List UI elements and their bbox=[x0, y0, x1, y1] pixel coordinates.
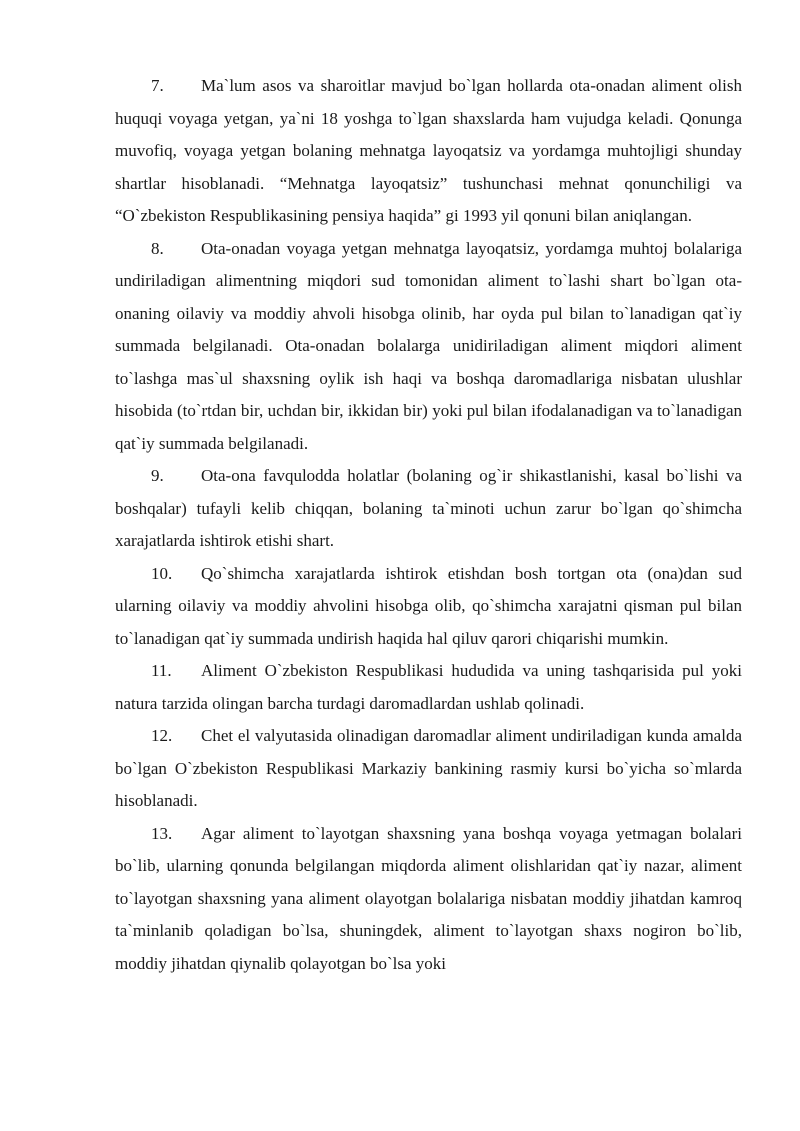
paragraph-12 bbox=[115, 720, 742, 818]
paragraph-13 bbox=[115, 818, 742, 981]
paragraph-text: Ota-ona favqulodda holatlar (bolaning og`ir shikastlanishi, kasal bo`lishi va boshqalar) tufayli kelib chiqqan, bolaning ta`minoti uchun zarur bo`lgan qo`shimcha xarajatlarda ishtirok etishi shart. bbox=[115, 466, 742, 550]
paragraph-number: 12. bbox=[151, 726, 173, 745]
paragraph-11 bbox=[115, 655, 742, 720]
paragraph-8 bbox=[115, 233, 742, 461]
paragraph-7 bbox=[115, 70, 742, 233]
paragraph-text: Ota-onadan voyaga yetgan mehnatga layoqatsiz, yordamga muhtoj bolalariga undiriladigan alimentning miqdori sud tomonidan aliment to`lashi shart bo`lgan ota-onaning oilaviy va moddiy ahvoli hisobga olinib, har oyda pul bilan to`lanadigan qat`iy summada belgilanadi. Ota-onadan bolalarga unidiriladigan aliment miqdori aliment to`lashga mas`ul shaxsning oylik ish haqi va boshqa daromadlariga nisbatan ulushlar hisobida (to`rtdan bir, uchdan bir, ikkidan bir) yoki pul bilan ifodalanadigan va to`lanadigan qat`iy summada belgilanadi. bbox=[115, 238, 742, 453]
paragraph-text: Agar aliment to`layotgan shaxsning yana boshqa voyaga yetmagan bolalari bo`lib, ularning qonunda belgilangan miqdorda aliment olishlaridan qat`iy nazar, aliment to`layotgan shaxsning yana aliment olayotgan bolalariga nisbatan moddiy jihatdan kamroq ta`minlanib qoladigan bo`lsa, shuningdek, aliment to`layotgan shaxs nogiron bo`lib, moddiy jihatdan qiynalib qolayotgan bo`lsa yoki bbox=[115, 823, 742, 973]
paragraph-9 bbox=[115, 460, 742, 558]
paragraph-text: Chet el valyutasida olinadigan daromadlar aliment undiriladigan kunda amalda bo`lgan O`zbekiston Respublikasi Markaziy bankining rasmiy kursi bo`yicha so`mlarda hisoblanadi. bbox=[115, 726, 742, 810]
paragraph-number: 7. bbox=[151, 76, 164, 95]
paragraph-text: Qo`shimcha xarajatlarda ishtirok etishdan bosh tortgan ota (ona)dan sud ularning oilaviy va moddiy ahvolini hisobga olib, qo`shimcha xarajatni qisman pul bilan to`lanadigan qat`iy summada undirish haqida hal qiluv qarori chiqarishi mumkin. bbox=[115, 563, 742, 648]
paragraph-number: 10. bbox=[151, 563, 173, 583]
paragraph-number: 8. bbox=[151, 238, 164, 258]
paragraph-number: 13. bbox=[151, 823, 173, 843]
paragraph-text: Ma`lum asos va sharoitlar mavjud bo`lgan hollarda ota-onadan aliment olish huquqi voyaga yetgan, ya`ni 18 yoshga to`lgan shaxslarda ham vujudga keladi. Qonunga muvofiq, voyaga yetgan bolaning mehnatga layoqatsiz va yordamga muhtojligi shunday shartlar hisoblanadi. “Mehnatga layoqatsiz” tushunchasi mehnat qonunchiligi va “O`zbekiston Respublikasining pensiya haqida” gi 1993 yil qonuni bilan aniqlangan. bbox=[115, 76, 742, 225]
paragraph-10 bbox=[115, 558, 742, 656]
document-body bbox=[115, 70, 742, 980]
paragraph-number: 9. bbox=[151, 466, 164, 485]
paragraph-number: 11. bbox=[151, 661, 172, 680]
paragraph-text: Aliment O`zbekiston Respublikasi hududida va uning tashqarisida pul yoki natura tarzida olingan barcha turdagi daromadlardan ushlab qolinadi. bbox=[115, 661, 742, 713]
